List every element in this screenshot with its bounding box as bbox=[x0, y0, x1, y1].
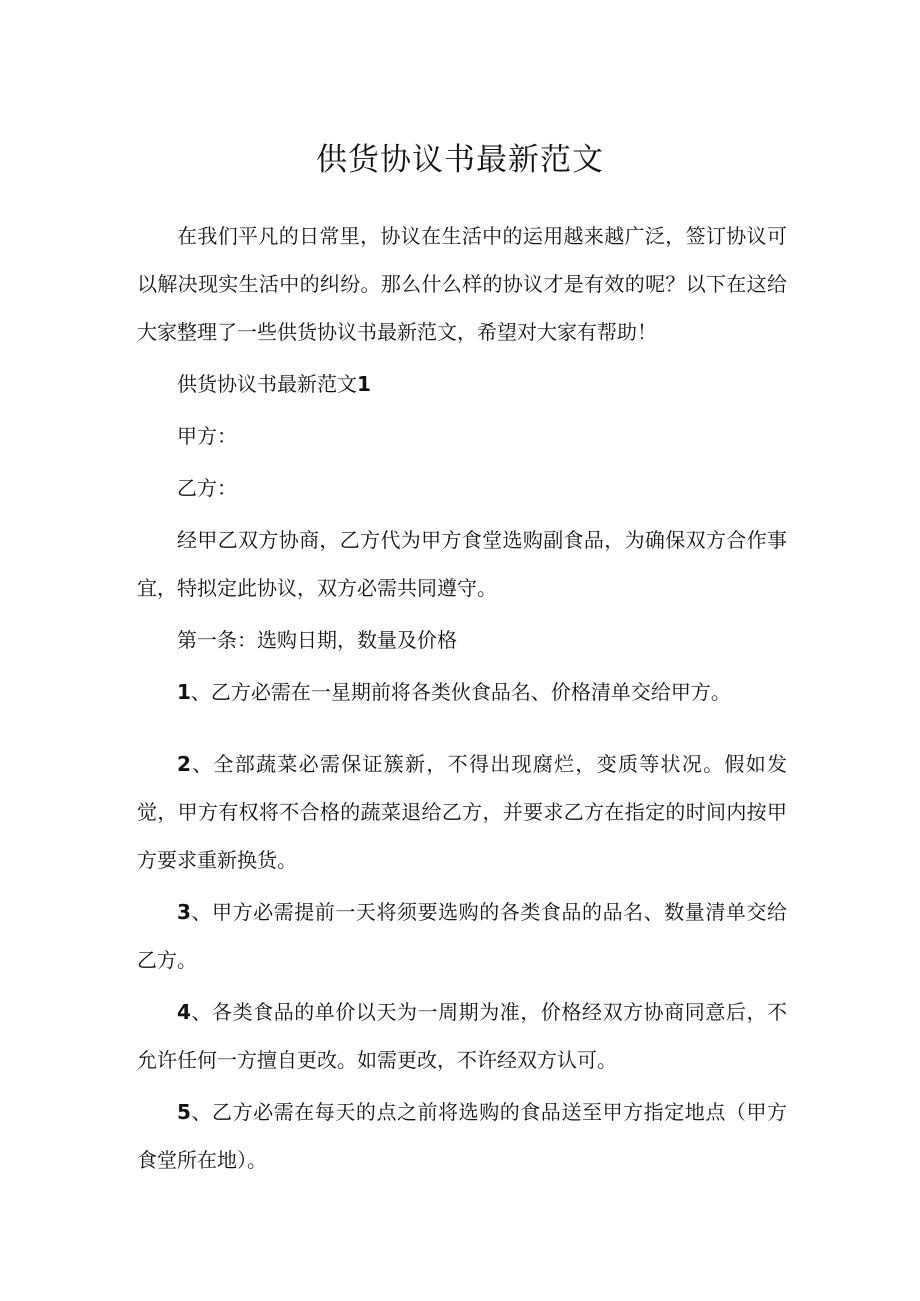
section-subtitle-text: 供货协议书最新范文 bbox=[177, 372, 357, 396]
article-heading: 第一条：选购日期，数量及价格 bbox=[177, 628, 457, 652]
clause-number: 4 bbox=[177, 1000, 191, 1024]
clause-number: 2 bbox=[177, 752, 191, 776]
clause-number: 5 bbox=[177, 1100, 191, 1124]
preamble-paragraph: 经甲乙双方协商，乙方代为甲方食堂选购副食品，为确保双方合作事宜，特拟定此协议，双方必需共同遵守。 bbox=[137, 528, 787, 600]
document-body bbox=[137, 212, 787, 1184]
clause-item bbox=[137, 888, 787, 984]
clause-number: 1 bbox=[177, 680, 191, 704]
clause-text: 、各类食品的单价以天为一周期为准，价格经双方协商同意后，不允许任何一方擅自更改。如需更改，不许经双方认可。 bbox=[137, 1000, 787, 1072]
clause-text: 、乙方必需在每天的点之前将选购的食品送至甲方指定地点（甲方食堂所在地）。 bbox=[137, 1100, 787, 1172]
clause-text: 、乙方必需在一星期前将各类伙食品名、价格清单交给甲方。 bbox=[190, 680, 731, 704]
clause-text: 、全部蔬菜必需保证簇新，不得出现腐烂，变质等状况。假如发觉，甲方有权将不合格的蔬菜退给乙方，并要求乙方在指定的时间内按甲方要求重新换货。 bbox=[137, 752, 787, 872]
document-title: 供货协议书最新范文 bbox=[316, 142, 604, 178]
clause-item bbox=[137, 988, 787, 1084]
clause-text: 、甲方必需提前一天将须要选购的各类食品的品名、数量清单交给乙方。 bbox=[137, 900, 787, 972]
section-subtitle bbox=[137, 360, 787, 408]
clause-item bbox=[137, 1088, 787, 1184]
party-a-label: 甲方： bbox=[177, 424, 237, 448]
intro-paragraph: 在我们平凡的日常里，协议在生活中的运用越来越广泛，签订协议可以解决现实生活中的纠纷。那么什么样的协议才是有效的呢？以下在这给大家整理了一些供货协议书最新范文，希望对大家有帮助！ bbox=[137, 224, 787, 344]
clause-number: 3 bbox=[177, 900, 191, 924]
clause-item bbox=[137, 668, 787, 716]
party-b-label: 乙方： bbox=[177, 476, 237, 500]
clause-item bbox=[137, 740, 787, 884]
section-subtitle-number: 1 bbox=[357, 372, 371, 396]
